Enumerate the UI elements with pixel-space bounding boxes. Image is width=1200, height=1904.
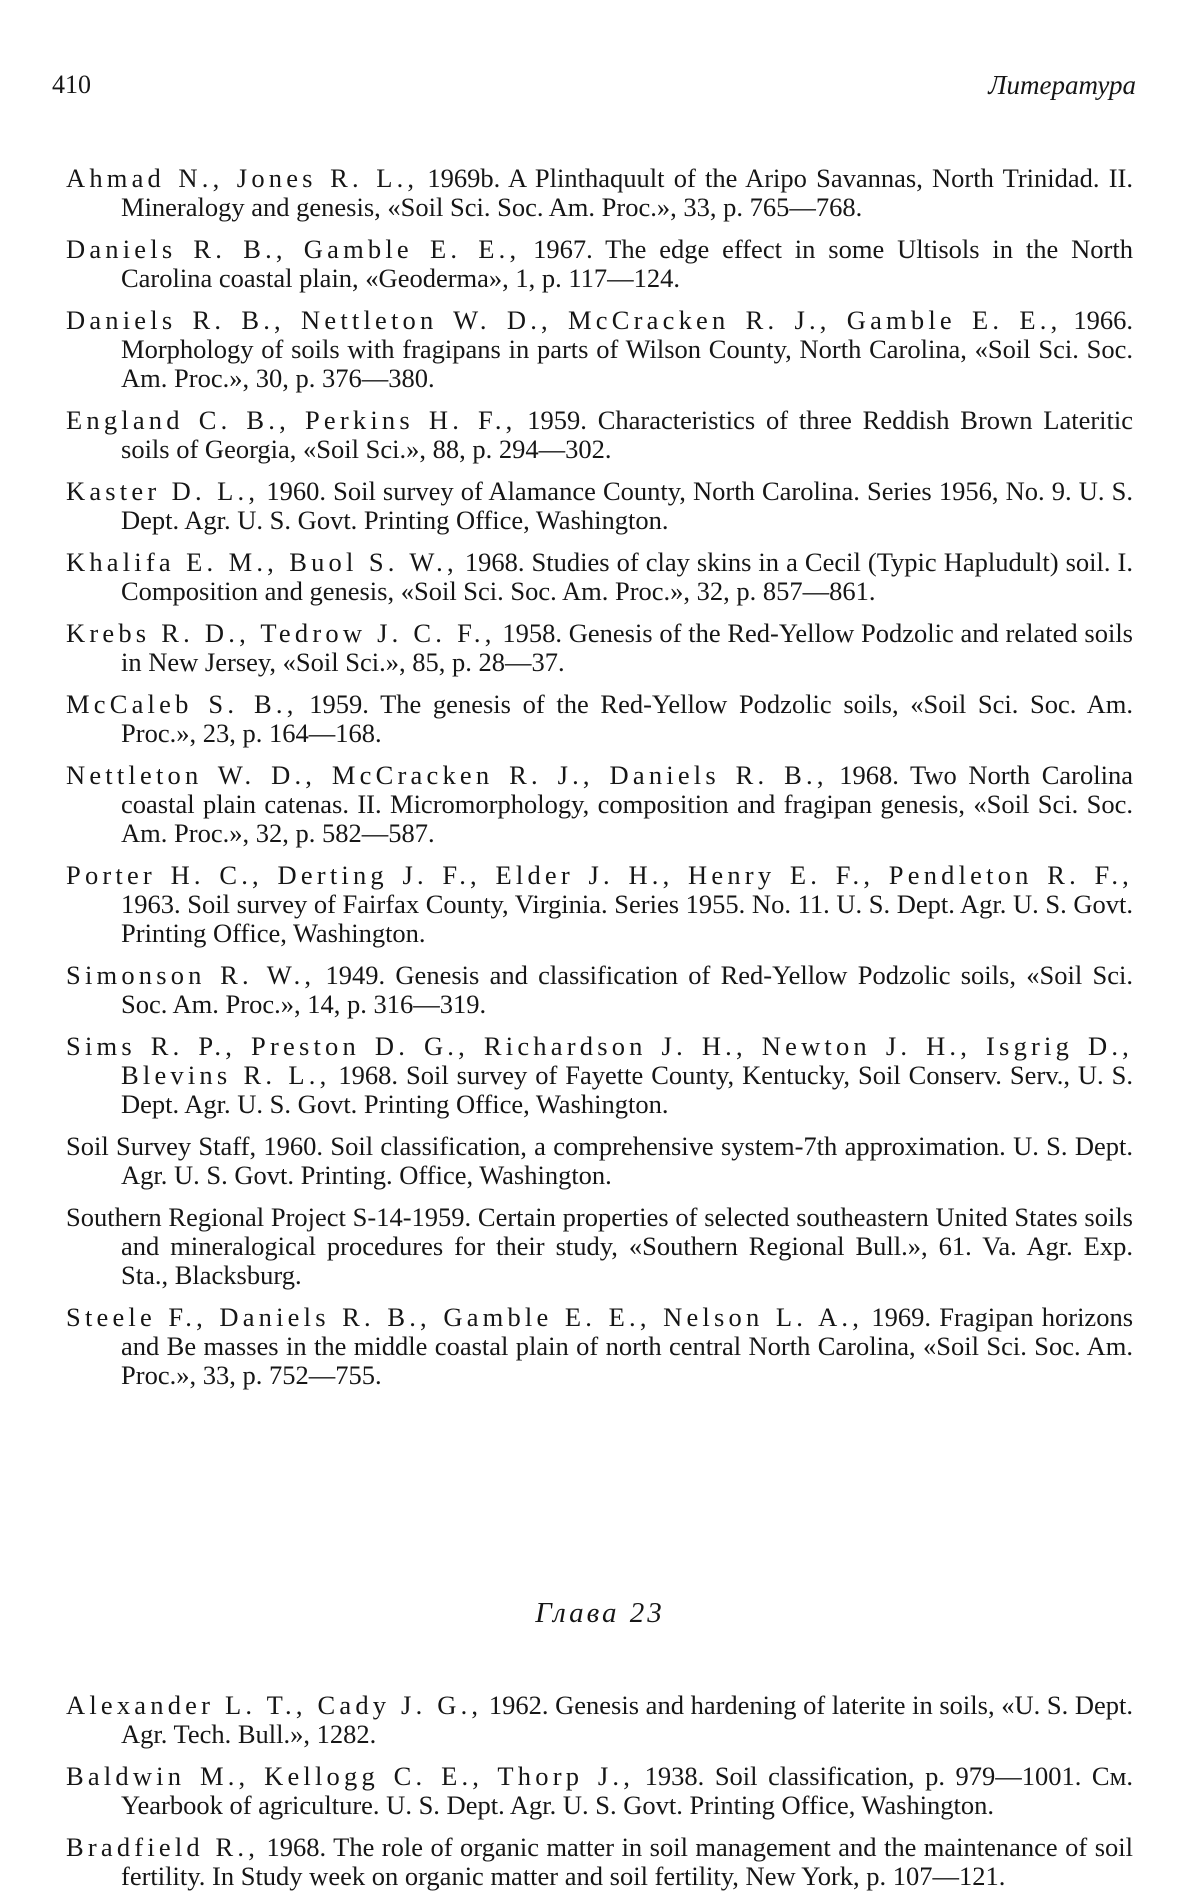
reference-text: 1959. The genesis of the Red-Yellow Podzolic soils, «Soil Sci. Soc. Am. Proc.», 23, p. 164—168. — [121, 689, 1133, 748]
reference-text: 1966. Morphology of soils with fragipans in parts of Wilson County, North Carolina, «Soil Sci. Soc. Am. Proc.», 30, p. 376—380. — [121, 305, 1134, 393]
reference-authors: McCaleb S. B., — [66, 689, 298, 719]
reference-authors: Porter H. C., Derting J. F., Elder J. H., Henry E. F., Pendleton R. F., — [66, 860, 1133, 890]
reference-entry — [66, 690, 1133, 748]
page-header — [52, 70, 1136, 110]
reference-text: 1967. The edge effect in some Ultisols in the North Carolina coastal plain, «Geoderma», 1, p. 117—124. — [121, 234, 1133, 293]
reference-entry — [66, 861, 1133, 948]
reference-authors: Daniels R. B., Nettleton W. D., McCracken R. J., Gamble E. E., — [66, 305, 1062, 335]
reference-entry — [66, 761, 1133, 848]
reference-authors: Ahmad N., Jones R. L., — [66, 163, 419, 193]
reference-entry — [66, 619, 1133, 677]
reference-text: 1949. Genesis and classification of Red-Yellow Podzolic soils, «Soil Sci. Soc. Am. Proc.», 14, p. 316—319. — [121, 960, 1133, 1019]
reference-authors: Krebs R. D., Tedrow J. C. F., — [66, 618, 496, 648]
reference-text: 1968. Soil survey of Fayette County, Kentucky, Soil Conserv. Serv., U. S. Dept. Agr. U. S. Govt. Printing Office, Washington. — [121, 1060, 1134, 1119]
reference-entry — [66, 164, 1133, 222]
reference-entry — [66, 548, 1133, 606]
chapter-heading: Глава 23 — [535, 1597, 665, 1629]
reference-text: 1958. Genesis of the Red-Yellow Podzolic and related soils in New Jersey, «Soil Sci.», 85, p. 28—37. — [121, 618, 1133, 677]
reference-text: 1962. Genesis and hardening of laterite in soils, «U. S. Dept. Agr. Tech. Bull.», 1282. — [121, 1690, 1134, 1749]
reference-entry — [66, 306, 1133, 393]
reference-list — [66, 164, 1133, 1403]
reference-authors: Alexander L. T., Cady J. G., — [66, 1690, 483, 1720]
chapter-reference-list — [66, 1691, 1133, 1904]
reference-text: 1959. Characteristics of three Reddish Brown Lateritic soils of Georgia, «Soil Sci.», 88, p. 294—302. — [121, 405, 1134, 464]
reference-authors: Kaster D. L., — [66, 476, 260, 506]
reference-authors: Simonson R. W., — [66, 960, 316, 990]
reference-text: 1938. Soil classification, p. 979—1001. См. Yearbook of agriculture. U. S. Dept. Agr. U. S. Govt. Printing Office, Washington. — [121, 1761, 1134, 1820]
reference-entry — [66, 1303, 1133, 1390]
reference-text: Southern Regional Project S-14-1959. Certain properties of selected southeastern United States soils and mineralogical procedures for their study, «Southern Regional Bull.», 61. Va. Agr. Exp. Sta., Blacksburg. — [66, 1202, 1133, 1290]
reference-text: 1960. Soil survey of Alamance County, North Carolina. Series 1956, No. 9. U. S. Dept. Agr. U. S. Govt. Printing Office, Washington. — [121, 476, 1133, 535]
reference-authors: Khalifa E. M., Buol S. W., — [66, 547, 458, 577]
reference-entry — [66, 1032, 1133, 1119]
reference-entry — [66, 1833, 1133, 1891]
reference-text: 1968. Studies of clay skins in a Cecil (Typic Hapludult) soil. I. Composition and genesis, «Soil Sci. Soc. Am. Proc.», 32, p. 857—861. — [121, 547, 1133, 606]
reference-authors: Sims R. P., Preston D. G., Richardson J. H., Newton J. H., Isgrig D., Blevins R. L., — [66, 1031, 1133, 1090]
reference-authors: Bradfield R., — [66, 1832, 260, 1862]
reference-authors: Baldwin M., Kellogg C. E., Thorp J., — [66, 1761, 635, 1791]
reference-entry — [66, 235, 1133, 293]
reference-text: 1969. Fragipan horizons and Be masses in the middle coastal plain of north central North Carolina, «Soil Sci. Soc. Am. Proc.», 33, p. 752—755. — [121, 1302, 1134, 1390]
reference-entry — [66, 1762, 1133, 1820]
reference-authors: England C. B., Perkins H. F., — [66, 405, 517, 435]
reference-text: 1968. Two North Carolina coastal plain catenas. II. Micromorphology, composition and fragipan genesis, «Soil Sci. Soc. Am. Proc.», 32, p. 582—587. — [121, 760, 1133, 848]
reference-entry — [66, 961, 1133, 1019]
reference-text: Soil Survey Staff, 1960. Soil classification, a comprehensive system-7th approximation. U. S. Dept. Agr. U. S. Govt. Printing. Office, Washington. — [66, 1131, 1133, 1190]
page-number: 410 — [52, 70, 91, 99]
reference-entry — [66, 1691, 1133, 1749]
reference-text: 1968. The role of organic matter in soil management and the maintenance of soil fertility. In Study week on organic matter and soil fertility, New York, p. 107—121. — [121, 1832, 1133, 1891]
reference-authors: Steele F., Daniels R. B., Gamble E. E., Nelson L. A., — [66, 1302, 864, 1332]
running-head: Литература — [988, 70, 1136, 100]
reference-text: 1963. Soil survey of Fairfax County, Virginia. Series 1955. No. 11. U. S. Dept. Agr. U. S. Govt. Printing Office, Washington. — [121, 889, 1134, 948]
reference-authors: Nettleton W. D., McCracken R. J., Daniels R. B., — [66, 760, 828, 790]
reference-authors: Daniels R. B., Gamble E. E., — [66, 234, 521, 264]
reference-entry — [66, 1132, 1133, 1190]
reference-entry — [66, 406, 1133, 464]
reference-entry — [66, 477, 1133, 535]
reference-entry — [66, 1203, 1133, 1290]
reference-text: 1969b. A Plinthaquult of the Aripo Savannas, North Trinidad. II. Mineralogy and genesis, «Soil Sci. Soc. Am. Proc.», 33, p. 765—768. — [121, 163, 1133, 222]
